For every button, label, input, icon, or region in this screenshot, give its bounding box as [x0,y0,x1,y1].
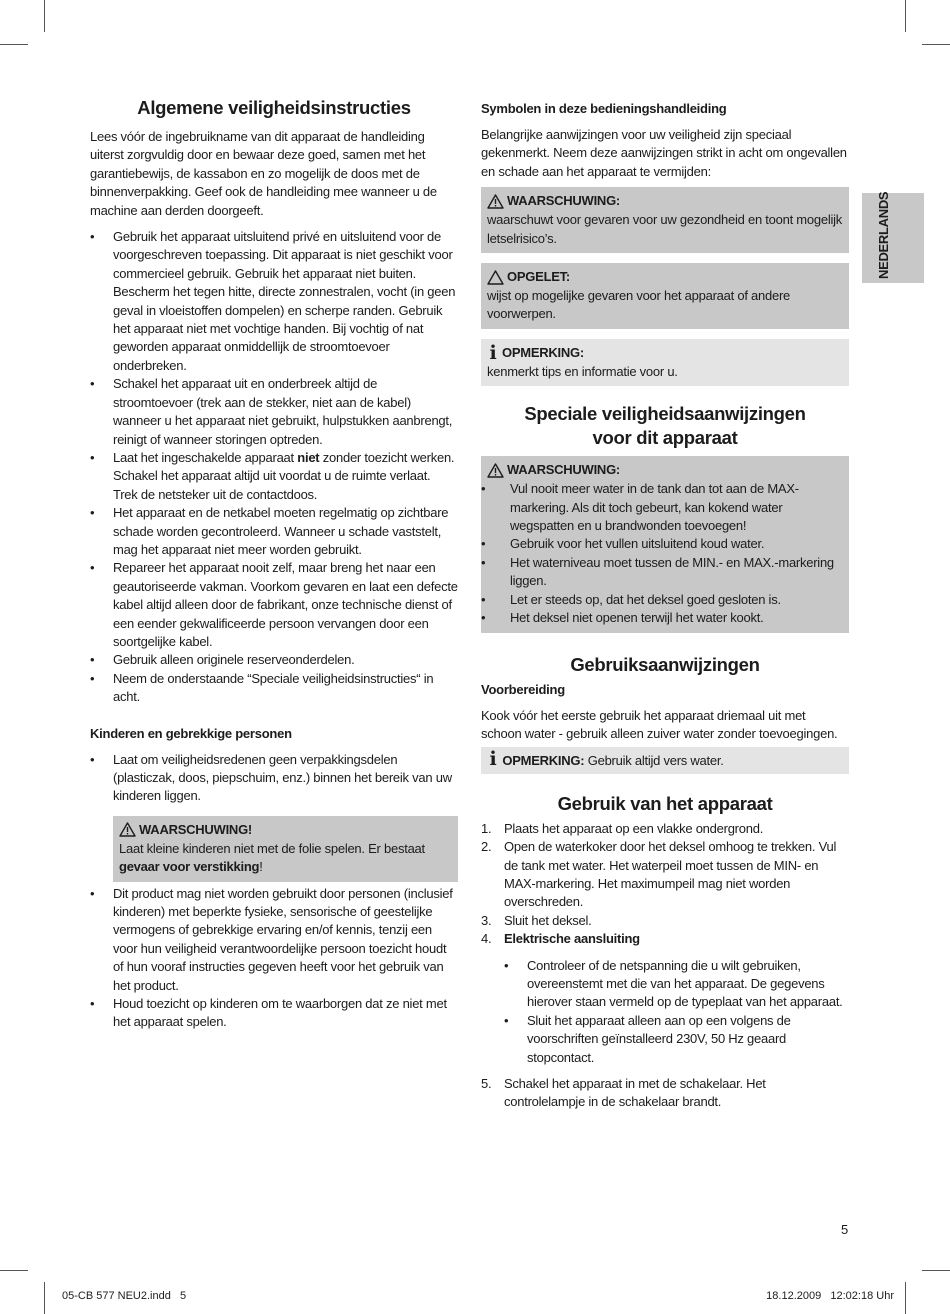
subsection-heading: Voorbereiding [481,681,565,697]
warning-label: WAARSCHUWING! [139,821,253,837]
box-label: OPMERKING: [502,344,584,360]
language-tab-label: NEDERLANDS [876,191,891,279]
list-item: • Schakel het apparaat uit en onderbreek altijd de stroomtoevoer (trek aan de stekker, niet aan de kabel) wanneer u het apparaat niet gebruikt, hulpstukken aanbrengt, reinigt of wanneer storingen optreden. [90,375,458,449]
list-item: • Het apparaat en de netkabel moeten regelmatig op zichtbare schade worden gecontroleerd. Wanneer u schade vaststelt, mag het apparaat niet meer worden gebruikt. [90,504,458,559]
step-number: 2. [481,839,492,855]
crop-mark [905,0,906,32]
list-item: • Dit product mag niet worden gebruikt door personen (inclusief kinderen) met beperkte fysieke, sensorische of geestelijke vermogens of gebrekkige ervaring en/of kennis, tenzij een voor hun veiligheid verantwoordelijke persoon toezicht houdt of hun vooraf instructies gegeven heeft voor het gebruik van het product. [90,885,458,995]
language-tab [862,193,924,283]
step-text: Sluit het deksel. [504,912,592,928]
step-item [481,930,849,1067]
crop-mark [905,1282,906,1314]
info-icon: i [489,748,497,771]
crop-mark [922,44,950,45]
page-number: 5 [841,1222,849,1237]
crop-mark [44,1282,45,1314]
crop-mark [0,44,28,45]
box-label: OPGELET: [507,269,571,285]
footer-date: 18.12.2009 12:02:18 Uhr [766,1290,894,1302]
list-item: • Neem de onderstaande “Speciale veiligheidsinstructies“ in acht. [90,670,458,707]
right-column [481,96,849,1112]
step-text: Elektrische aansluiting [504,931,640,947]
step-item [481,1075,849,1112]
step-number: 4. [481,931,492,947]
step-item [481,838,849,912]
box-text: kenmerkt tips en informatie voor u. [487,363,678,379]
footer-file: 05-CB 577 NEU2.indd 5 [62,1290,187,1302]
note-label: OPMERKING: [502,753,585,769]
section-title [481,402,849,450]
step-text: Open de waterkoker door het deksel omhoog te trekken. Vul de tank met water. Het waterpeil moet tussen de MIN- en MAX-markering. Het maximumpeil mag niet worden overschreden. [504,839,837,910]
warning-box-title [119,820,452,840]
prep-note-box [481,747,849,773]
list-item: • Gebruik voor het vullen uitsluitend koud water. [481,535,843,553]
emphasis: gevaar voor verstikking [119,859,260,875]
box-title [487,460,843,480]
text: Laat kleine kinderen niet met de folie spelen. Er bestaat [119,840,425,856]
warning-triangle-icon [119,822,136,837]
crop-mark [922,1270,950,1271]
step-item [481,820,849,838]
box-text: waarschuwt voor gevaren voor uw gezondheid en toont mogelijk letselrisico’s. [487,212,842,246]
list-item: • Sluit het apparaat alleen aan op een volgens de voorschriften geïnstalleerd 230V, 50 Hz geaard stopcontact. [504,1012,849,1067]
list-item: • Controleer of de netspanning die u wilt gebruiken, overeenstemt met die van het apparaat. De gegevens hierover staan vermeld op de typeplaat van het apparaat. [504,957,849,1012]
list-item: • Houd toezicht op kinderen om te waarborgen dat ze niet met het apparaat spelen. [90,995,458,1032]
section-title: Gebruiksaanwijzingen [570,653,760,675]
sub-list [504,957,849,1067]
symbol-note-box [481,339,849,386]
list-item: • Gebruik het apparaat uitsluitend privé en uitsluitend voor de voorgeschreven toepassing. Dit apparaat is niet geschikt voor commercieel gebruik. Gebruik het apparaat niet buiten. Bescherm het tegen hitte, directe zonnestralen, vocht (in geen geval in vloeistoffen dompelen) en scherpe randen. Gebruik het apparaat niet met vochtige handen. Bij vochtig of nat geworden apparaat onmiddellijk de stroomtoevoer onderbreken. [90,228,458,375]
title-line: Speciale veiligheidsaanwijzingen [524,403,806,425]
list-item: • Het waterniveau moet tussen de MIN.- en MAX.-markering liggen. [481,554,843,591]
subsection-heading: Kinderen en gebrekkige personen [90,725,292,741]
prep-paragraph: Kook vóór het eerste gebruik het apparaat driemaal uit met schoon water - gebruik alleen zuiver water zonder toevoegingen. [481,707,838,741]
special-list [481,480,843,627]
list-item: • Repareer het apparaat nooit zelf, maar breng het naar een geautoriseerde vakman. Voorkom gevaren en laat een defecte kabel altijd alleen door de fabrikant, onze technische dienst of een eender gekwalificeerde persoon vervangen door een soortgelijke kabel. [90,559,458,651]
subsection-heading: Symbolen in deze bedieningshandleiding [481,101,727,116]
box-label: WAARSCHUWING: [507,193,621,209]
steps-list [481,820,849,1112]
step-text: Plaats het apparaat op een vlakke ondergrond. [504,820,764,836]
info-icon: i [489,341,497,364]
warning-text [119,840,452,877]
warning-box [113,816,458,882]
left-column [90,96,458,1032]
box-title [487,343,843,363]
section-title: Algemene veiligheidsinstructies [137,97,411,118]
intro-paragraph: Lees vóór de ingebruikname van dit apparaat de handleiding uiterst zorgvuldig door en bewaar deze goed, samen met het garantiebewijs, de kassabon en zo mogelijk de doos met de binnenverpakking. Geef ook de handleiding mee wanneer u de machine aan derden doorgeeft. [90,129,437,218]
list-item: • Gebruik alleen originele reserveonderdelen. [90,651,458,669]
box-text: wijst op mogelijke gevaren voor het apparaat of andere voorwerpen. [487,288,791,322]
special-warning-box [481,456,849,632]
symbols-intro: Belangrijke aanwijzingen voor uw veiligheid zijn speciaal gekenmerkt. Neem deze aanwijzingen strikt in acht om ongevallen en schade aan het apparaat te vermijden: [481,127,847,179]
emphasis: niet [297,449,320,465]
title-line: voor dit apparaat [592,427,738,449]
step-item [481,912,849,930]
text: Laat het ingeschakelde apparaat [113,449,298,465]
list-item: • Vul nooit meer water in de tank dan tot aan de MAX-markering. Als dit toch gebeurt, kan kokend water wegspatten en u brandwonden toevoegen! [481,480,843,535]
children-list [90,751,458,806]
list-item: • Laat om veiligheidsredenen geen verpakkingsdelen (plasticzak, doos, piepschuim, enz.) binnen het bereik van uw kinderen liggen. [90,751,458,806]
box-label: WAARSCHUWING: [507,462,621,478]
list-item: • Het deksel niet openen terwijl het water kookt. [481,609,843,627]
crop-mark [44,0,45,32]
note-text: Gebruik altijd vers water. [584,753,724,769]
text: zonder toezicht werken. Schakel het apparaat altijd uit voordat u de ruimte verlaat. Trek de netsteker uit de contactdoos. [113,449,455,502]
crop-mark [0,1270,28,1271]
step-number: 1. [481,820,492,836]
caution-triangle-icon [487,270,504,285]
section-title: Gebruik van het apparaat [557,792,773,814]
children-list-continued [90,885,458,1032]
list-item: • Let er steeds op, dat het deksel goed gesloten is. [481,591,843,609]
safety-list [90,228,458,707]
text: ! [259,859,263,875]
list-item [90,449,458,504]
warning-triangle-icon [487,463,504,478]
step-number: 3. [481,912,492,928]
warning-triangle-icon [487,194,504,209]
symbol-warning-box [481,187,849,253]
step-text: Schakel het apparaat in met de schakelaar. Het controlelampje in de schakelaar brandt. [504,1076,766,1110]
box-title [487,191,843,211]
box-title [487,267,843,287]
step-number: 5. [481,1076,492,1091]
symbol-caution-box [481,263,849,329]
